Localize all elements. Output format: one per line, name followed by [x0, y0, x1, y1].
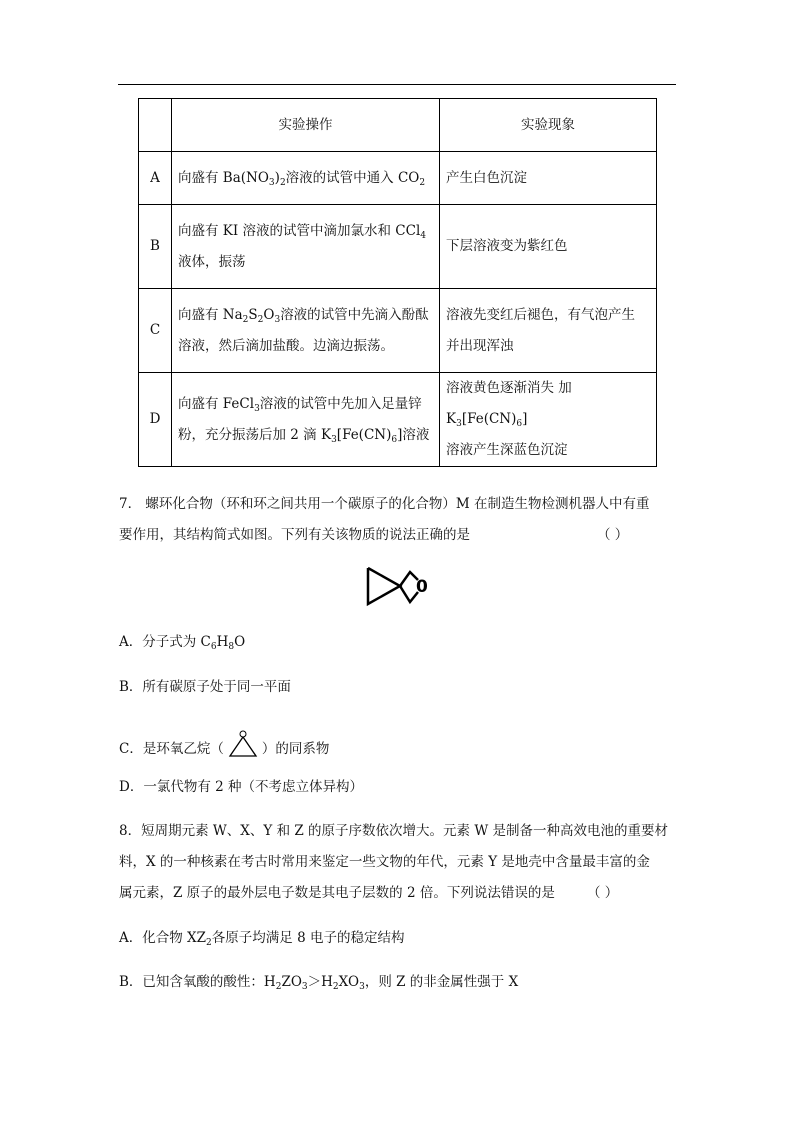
- row-label: C: [139, 289, 172, 373]
- header-phenomenon: 实验现象: [440, 99, 657, 152]
- oxygen-label: 0: [416, 577, 428, 597]
- table-row: [139, 205, 657, 289]
- q8-answer-blank: （ ）: [587, 885, 619, 901]
- q7-option-d: D．一氯代物有 2 种（不考虑立体异构）: [119, 779, 363, 795]
- q7-stem-line2: 要作用，其结构简式如图。下列有关该物质的说法正确的是: [119, 527, 470, 543]
- table-row: [139, 373, 657, 467]
- row-label: A: [139, 152, 172, 205]
- table-header-row: [139, 99, 657, 152]
- phenomenon-cell: 溶液先变红后褪色，有气泡产生 并出现浑浊: [440, 289, 657, 373]
- row-label: B: [139, 205, 172, 289]
- phenomenon-cell: 下层溶液变为紫红色: [440, 205, 657, 289]
- q7-stem-line1: 7． 螺环化合物（环和环之间共用一个碳原子的化合物）M 在制造生物检测机器人中有重: [119, 496, 650, 512]
- phenomenon-cell: 溶液黄色逐渐消失 加$K_3[Fe(CN)_6]$ 溶液产生深蓝色沉淀: [440, 373, 657, 467]
- q8-option-a: A．化合物 $XZ_2$各原子均满足 8 电子的稳定结构: [119, 930, 405, 948]
- epoxide-ring-diagram: [224, 729, 262, 759]
- q8-stem-line3: 属元素，Z 原子的最外层电子数是其电子层数的 2 倍。下列说法错误的是: [119, 885, 555, 901]
- header-rule: [118, 84, 676, 85]
- operation-cell: 向盛有 FeCl$_3$溶液的试管中先加入足量锌 粉，充分振荡后加 2 滴 $K_3[Fe(CN)_6]$溶液: [172, 373, 440, 467]
- experiment-table: [138, 98, 657, 467]
- q7-answer-blank: （ ）: [597, 527, 629, 543]
- phenomenon-cell: 产生白色沉淀: [440, 152, 657, 205]
- operation-cell: 向盛有 KI 溶液的试管中滴加氯水和 CCl$_4$ 液体，振荡: [172, 205, 440, 289]
- q7-option-c: C．是环氧乙烷（ ）的同系物: [119, 729, 329, 765]
- header-operation: 实验操作: [172, 99, 440, 152]
- table-row: [139, 289, 657, 373]
- operation-cell: 向盛有 $Na_2S_2O_3$溶液的试管中先滴入酚酞 溶液，然后滴加盐酸。边滴边振荡。: [172, 289, 440, 373]
- q7-option-a: A．分子式为 $C_6H_8O$: [119, 634, 246, 652]
- q8-option-b: B．已知含氧酸的酸性：$H_2ZO_3>H_2XO_3$，则 Z 的非金属性强于 X: [119, 974, 519, 992]
- operation-cell: 向盛有 $Ba(NO_3)_2$溶液的试管中通入 $CO_2$: [172, 152, 440, 205]
- row-label: D: [139, 373, 172, 467]
- table-row: [139, 152, 657, 205]
- spiro-structure-diagram: [360, 560, 432, 610]
- q8-stem-line2: 料，X 的一种核素在考古时常用来鉴定一些文物的年代，元素 Y 是地壳中含量最丰富的金: [119, 854, 650, 870]
- header-empty-cell: [139, 99, 172, 152]
- q7-option-b: B．所有碳原子处于同一平面: [119, 679, 291, 695]
- q8-stem-line1: 8．短周期元素 W、X、Y 和 Z 的原子序数依次增大。元素 W 是制备一种高效电池的重要材: [119, 823, 668, 839]
